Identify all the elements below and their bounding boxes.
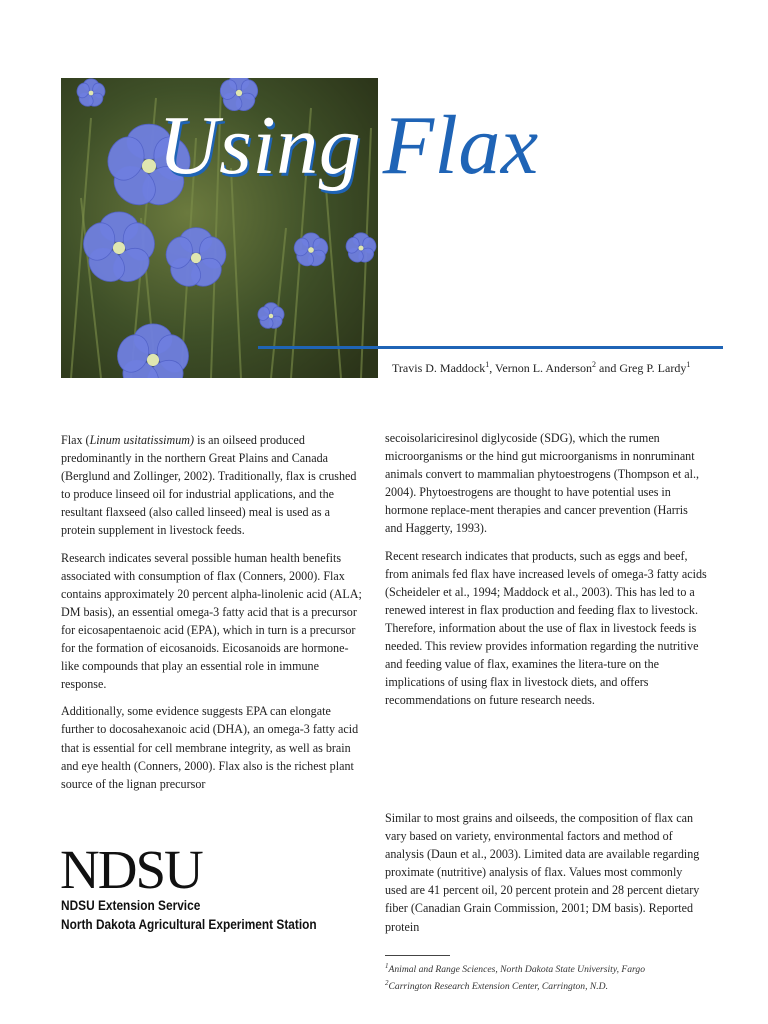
body-column-right-top	[385, 429, 707, 718]
paragraph: secoisolariciresinol diglycoside (SDG), which the rumen microorganisms or the hind gut microorganisms in nonruminant animals convert to mammalian phytoestrogens (Thompson et al., 2004). Phytoestrogens are thought to have potential uses in hormone replace-ment therapies and cancer prevention (Harris and Haggerty, 1993).	[385, 431, 700, 536]
footnote-text: Carrington Research Extension Center, Carrington, N.D.	[388, 980, 608, 992]
flower-center	[142, 159, 156, 173]
paragraph: Recent research indicates that products, such as eggs and beef, from animals fed flax have increased levels of omega-3 fatty acids (Scheideler et al., 1994; Maddock et al., 2003). This has led to a renewed interest in flax production and feeding flax to livestock. Therefore, information about the use of flax in livestock feeds is needed. This review provides information regarding the nutritive and feeding value of flax, examines the litera-ture on the implications of using flax in livestock diets, and offers recommendations on future research needs.	[385, 548, 707, 708]
flower-center	[236, 90, 242, 96]
author-line	[392, 360, 690, 376]
footnote	[385, 977, 645, 994]
author-name: Vernon L. Anderson	[495, 361, 593, 375]
author-name: Greg P. Lardy	[619, 361, 687, 375]
flower-center	[147, 354, 159, 366]
flower-center	[191, 253, 201, 263]
body-column-left	[61, 431, 366, 802]
author-affiliation-mark: 1	[686, 360, 691, 369]
flower-center	[269, 314, 273, 318]
paragraph: Additionally, some evidence suggests EPA can elongate further to docosahexanoic acid (DHA), an omega-3 fatty acid that is essential for cell membrane integrity, as well as brain and eye health (Conners, 2000). Flax also is the richest plant source of the lignan precursor	[61, 704, 359, 791]
paragraph	[61, 431, 366, 540]
footnote	[385, 960, 645, 977]
paragraph: Similar to most grains and oilseeds, the composition of flax can vary based on variety, environmental factors and method of analysis (Daun et al., 2003). Limited data are available regarding proximate (nutritive) analysis of flax. Values most commonly used are 41 percent oil, 20 percent protein and 28 percent dietary fiber (Canadian Grain Commission, 2001; DM basis). Reported protein	[385, 811, 700, 934]
title-rule	[258, 346, 723, 349]
footnotes	[385, 960, 645, 993]
flower-center	[308, 247, 314, 253]
document-title	[158, 99, 539, 192]
author-separator: and	[596, 361, 620, 375]
flower-center	[358, 245, 363, 250]
author-separator: ,	[489, 361, 496, 375]
author-affiliation-mark: 2	[592, 360, 597, 369]
flower-center	[89, 91, 94, 96]
author-affiliation-mark: 1	[485, 360, 490, 369]
footnote-text: Animal and Range Sciences, North Dakota State University, Fargo	[388, 964, 646, 976]
paragraph: Research indicates several possible human health benefits associated with consumption of flax (Conners, 2000). Flax contains approximately 20 percent alpha-linolenic acid (ALA; DM basis), an essential omega-3 fatty acid that is a precursor for eicosapentaenoic acid (EPA), which in turn is a precursor for the formation of eicosanoids. Eicosanoids are hormone-like compounds that play an essential role in immune response.	[61, 550, 362, 692]
body-column-right-bottom	[385, 809, 707, 945]
title-word-using: Using	[158, 99, 362, 192]
footnote-rule	[385, 955, 450, 956]
footnote-mark: 1	[385, 962, 389, 970]
org-name-extension: NDSU Extension Service	[61, 898, 201, 913]
scientific-name: Linum usitatissimum)	[89, 433, 195, 447]
title-word-flax: Flax	[382, 99, 539, 192]
org-name-experiment-station: North Dakota Agricultural Experiment Station	[61, 917, 317, 932]
flower-center	[113, 242, 125, 254]
author-name: Travis D. Maddock	[392, 361, 486, 375]
ndsu-logo: NDSU	[60, 839, 202, 900]
paragraph-text: Flax (	[61, 433, 90, 447]
paragraph-text: is an oilseed produced predominantly in the northern Great Plains and Canada (Berglund and Zollinger, 2002). Traditionally, flax is crushed to produce linseed oil for industrial applications, and the resultant flaxseed (also called linseed) meal is used as a protein supplement in livestock feeds.	[61, 433, 357, 538]
footnote-mark: 2	[385, 978, 389, 987]
